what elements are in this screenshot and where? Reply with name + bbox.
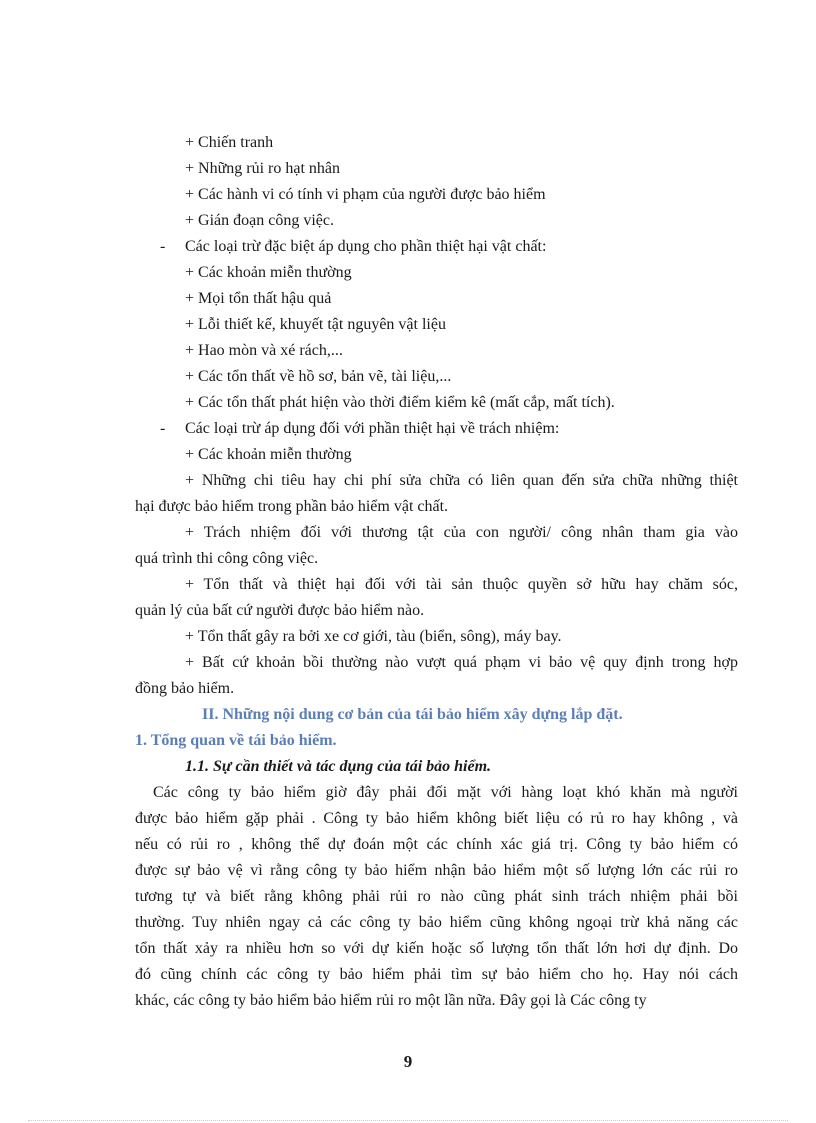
paragraph-line: nếu có rủi ro , không thể dự đoán một các chính xác giá trị. Công ty bảo hiểm có bbox=[135, 836, 738, 853]
exclusion-item-continued: quản lý của bất cứ người được bảo hiểm nào. bbox=[135, 602, 425, 619]
exclusion-item: + Các khoản miễn thường bbox=[185, 446, 352, 463]
exclusion-item: + Tổn thất gây ra bởi xe cơ giới, tàu (biển, sông), máy bay. bbox=[185, 628, 562, 645]
exclusion-item-continued: quá trình thi công công việc. bbox=[135, 550, 319, 567]
exclusion-item: + Các tổn thất về hồ sơ, bản vẽ, tài liệu,... bbox=[185, 368, 452, 385]
exclusion-item: + Các tổn thất phát hiện vào thời điểm kiểm kê (mất cắp, mất tích). bbox=[185, 394, 615, 411]
exclusion-item: + Những chi tiêu hay chi phí sửa chữa có liên quan đến sửa chữa những thiệt bbox=[185, 472, 738, 489]
exclusion-item: + Hao mòn và xé rách,... bbox=[185, 342, 343, 359]
material-exclusions-title: Các loại trừ đặc biệt áp dụng cho phần thiệt hại vật chất: bbox=[185, 238, 547, 255]
liability-exclusions-title: Các loại trừ áp dụng đối với phần thiệt hại về trách nhiệm: bbox=[185, 420, 560, 437]
paragraph-line: tương tự và biết rằng không phải rủi ro nào cũng phát sinh trách nhiệm phải bồi bbox=[135, 888, 738, 905]
paragraph-line: tổn thất xảy ra nhiều hơn so với dự kiến hoặc số lượng tổn thất lớn hơi dự định. Do bbox=[135, 940, 738, 957]
exclusion-item: + Bất cứ khoản bồi thường nào vượt quá phạm vi bảo vệ quy định trong hợp bbox=[185, 654, 738, 671]
bullet-dash: - bbox=[160, 420, 166, 437]
exclusion-item: + Các hành vi có tính vi phạm của người được bảo hiểm bbox=[185, 186, 546, 203]
exclusion-item: + Gián đoạn công việc. bbox=[185, 212, 334, 229]
exclusion-item: + Chiến tranh bbox=[185, 134, 274, 151]
paragraph-line: được sự bảo vệ vì rằng công ty bảo hiểm nhận bảo hiểm một số lượng lớn các rủi ro bbox=[135, 862, 738, 879]
bullet-dash: - bbox=[160, 238, 166, 255]
page-bottom-divider bbox=[28, 1120, 788, 1121]
subsection-heading: 1. Tổng quan về tái bảo hiểm. bbox=[135, 732, 337, 749]
page-number: 9 bbox=[403, 1052, 413, 1071]
exclusion-item: + Lỗi thiết kế, khuyết tật nguyên vật liệu bbox=[185, 316, 446, 333]
exclusion-item-continued: đồng bảo hiểm. bbox=[135, 680, 235, 697]
exclusion-item-continued: hại được bảo hiểm trong phần bảo hiểm vật chất. bbox=[135, 498, 449, 515]
exclusion-item: + Những rủi ro hạt nhân bbox=[185, 160, 340, 177]
paragraph-line: thường. Tuy nhiên ngay cả các công ty bảo hiểm cũng không ngoại trừ khả năng các bbox=[135, 914, 738, 931]
paragraph-line: Các công ty bảo hiểm giờ đây phải đối mặt với hàng loạt khó khăn mà người bbox=[153, 784, 738, 801]
exclusion-item: + Các khoản miễn thường bbox=[185, 264, 352, 281]
section-heading: II. Những nội dung cơ bản của tái bảo hiểm xây dựng lắp đặt. bbox=[202, 706, 623, 723]
exclusion-item: + Mọi tổn thất hậu quả bbox=[185, 290, 332, 307]
paragraph-line: được bảo hiểm gặp phải . Công ty bảo hiểm không biết liệu có rủ ro hay không , và bbox=[135, 810, 738, 827]
paragraph-line: đó cũng chính các công ty bảo hiểm phải tìm sự bảo hiểm cho họ. Hay nói cách bbox=[135, 966, 738, 983]
subsubsection-heading: 1.1. Sự cần thiết và tác dụng của tái bảo hiểm. bbox=[185, 758, 492, 775]
exclusion-item: + Tổn thất và thiệt hại đối với tài sản thuộc quyền sở hữu hay chăm sóc, bbox=[185, 576, 738, 593]
exclusion-item: + Trách nhiệm đối với thương tật của con người/ công nhân tham gia vào bbox=[185, 524, 738, 541]
paragraph-line: khác, các công ty bảo hiểm bảo hiểm rủi ro một lần nữa. Đây gọi là Các công ty bbox=[135, 992, 647, 1009]
